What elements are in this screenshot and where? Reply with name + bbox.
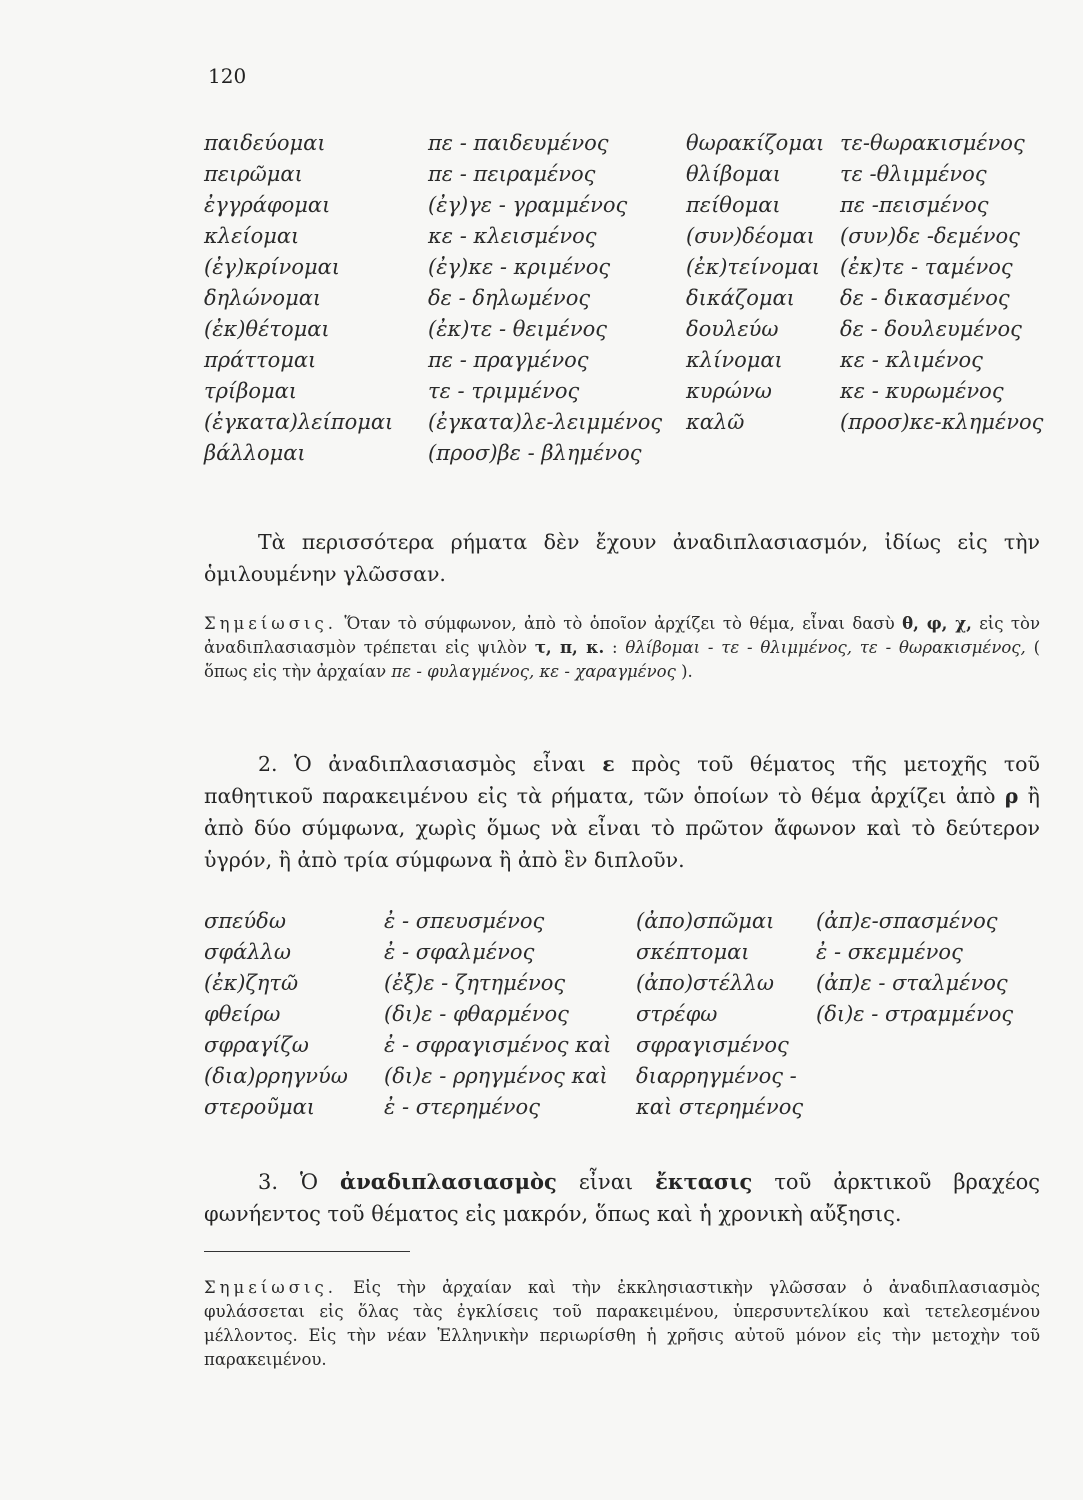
- verb-cell: κλίνομαι: [686, 348, 783, 372]
- participle-cell: (ἐξ)ε - ζητημένος: [384, 971, 566, 995]
- note-text: :: [612, 638, 618, 657]
- participle-cell: (ἐγ)γε - γραμμένος: [428, 193, 628, 217]
- participle-cell: κε - κυρωμένος: [840, 379, 1004, 403]
- verb-cell: δικάζομαι: [686, 286, 795, 310]
- table-row: [204, 407, 1054, 438]
- paragraph-text: τοῦ ἀρκτικοῦ βραχέος φωνήεντος τοῦ θέματος εἰς μακρόν, ὅπως καὶ ἡ χρονικὴ αὔξησις.: [204, 1170, 1040, 1226]
- participle-cell: ἐ - στερημένος: [384, 1095, 540, 1119]
- paragraph-rule-2: [204, 748, 1040, 876]
- verb-cell: σφραγίζω: [204, 1033, 309, 1057]
- participle-cell: δε - δουλευμένος: [840, 317, 1022, 341]
- note-label: Σημείωσις.: [204, 614, 337, 633]
- verb-cell: θωρακίζομαι: [686, 131, 825, 155]
- participle-cell: ἐ - σκεμμένος: [816, 940, 963, 964]
- table-row: [204, 1030, 1054, 1061]
- participle-cell: (ἐκ)τε - ταμένος: [840, 255, 1013, 279]
- verb-cell: (ἐκ)τείνομαι: [686, 255, 821, 279]
- verb-cell: καλῶ: [686, 410, 745, 434]
- participle-cell: ἐ - σπευσμένος: [384, 909, 545, 933]
- participle-cell: (προσ)βε - βλημένος: [428, 441, 642, 465]
- participle-cell: (ἐγ)κε - κριμένος: [428, 255, 611, 279]
- participle-cell: τε-θωρακισμένος: [840, 131, 1025, 155]
- note-ancient-usage: [204, 1276, 1040, 1372]
- verb-cell: στεροῦμαι: [204, 1095, 316, 1119]
- participle-cell: δε - δικασμένος: [840, 286, 1010, 310]
- verb-cell: βάλλομαι: [204, 441, 306, 465]
- participle-cell: κε - κλιμένος: [840, 348, 983, 372]
- table-row: [204, 128, 1054, 159]
- note-text: ).: [681, 662, 693, 681]
- participle-cell: δε - δηλωμένος: [428, 286, 591, 310]
- note-bold-letters: θ, φ, χ,: [902, 614, 972, 633]
- table-row: [204, 999, 1054, 1030]
- paragraph-text: εἶναι: [578, 1170, 634, 1194]
- bold-letter: ε: [602, 752, 615, 776]
- table-row: [204, 968, 1054, 999]
- participle-cell: πε - παιδευμένος: [428, 131, 609, 155]
- note-example: πε - φυλαγμένος, κε - χαραγμένος: [391, 662, 676, 681]
- participle-cell: (προσ)κε-κλημένος: [840, 410, 1044, 434]
- table-row: [204, 221, 1054, 252]
- verb-cell: (ἐγ)κρίνομαι: [204, 255, 341, 279]
- verb-cell: δηλώνομαι: [204, 286, 322, 310]
- participle-cell: τε -θλιμμένος: [840, 162, 987, 186]
- participle-cell: (δι)ε - ρρηγμένος καὶ: [384, 1064, 608, 1088]
- paragraph-text: 3. Ὁ: [258, 1170, 319, 1194]
- verb-cell: πείθομαι: [686, 193, 781, 217]
- bold-letter: ρ: [1004, 784, 1019, 808]
- note-bold-letters: τ, π, κ.: [534, 638, 605, 657]
- note-example: θλίβομαι - τε - θλιμμένος, τε - θωρακισμένος,: [625, 638, 1026, 657]
- verb-cell: σφάλλω: [204, 940, 291, 964]
- note-text: ( ὅπως εἰς τὴν ἀρχαίαν: [204, 638, 1041, 681]
- participle-cell: (ἐγκατα)λε-λειμμένος: [428, 410, 663, 434]
- verb-cell: (ἀπο)σπῶμαι: [636, 909, 775, 933]
- page-number: 120: [208, 64, 247, 88]
- verb-cell: πειρῶμαι: [204, 162, 303, 186]
- bold-term: ἀναδιπλασιασμὸς: [340, 1169, 557, 1194]
- table-row: [204, 376, 1054, 407]
- table-row: [204, 283, 1054, 314]
- participle-cell: κε - κλεισμένος: [428, 224, 597, 248]
- bold-term: ἔκτασις: [655, 1169, 753, 1194]
- verb-cell: (ἐγκατα)λείπομαι: [204, 410, 394, 434]
- verb-cell: (ἐκ)ζητῶ: [204, 971, 299, 995]
- note-label: Σημείωσις.: [204, 1278, 337, 1297]
- participle-cell: ἐ - σφαλμένος: [384, 940, 535, 964]
- verb-cell: (δια)ρρηγνύω: [204, 1064, 348, 1088]
- paragraph-rule-3: [204, 1166, 1040, 1230]
- table-row: [204, 252, 1054, 283]
- verb-cell: ἐγγράφομαι: [204, 193, 331, 217]
- conjugation-table-1: [204, 128, 1054, 469]
- table-row: [204, 906, 1054, 937]
- participle-cell: πε -πεισμένος: [840, 193, 989, 217]
- note-text: Ὅταν τὸ σύμφωνον, ἀπὸ τὸ ὁποῖον ἀρχίζει τὸ θέμα, εἶναι δασὺ: [344, 614, 895, 633]
- paragraph-text: ἢ ἀπὸ δύο σύμφωνα, χωρὶς ὅμως νὰ εἶναι τὸ πρῶτον ἄφωνον καὶ τὸ δεύτερον ὑγρόν, ἢ ἀπὸ τρία σύμφωνα ἢ ἀπὸ ἓν διπλοῦν.: [204, 784, 1040, 872]
- participle-cell: (ἀπ)ε-σπασμένος: [816, 909, 998, 933]
- verb-cell: στρέφω: [636, 1002, 718, 1026]
- note-text: εἰς τὸν ἀναδιπλασιασμὸν τρέπεται εἰς ψιλὸν: [204, 614, 1040, 657]
- table-row: [204, 314, 1054, 345]
- verb-cell: κλείομαι: [204, 224, 300, 248]
- participle-cell: τε - τριμμένος: [428, 379, 580, 403]
- participle-cell: (ἀπ)ε - σταλμένος: [816, 971, 1008, 995]
- verb-cell: (ἐκ)θέτομαι: [204, 317, 330, 341]
- verb-cell: τρίβομαι: [204, 379, 298, 403]
- participle-cell: καὶ στερημένος: [636, 1095, 804, 1119]
- verb-cell: σκέπτομαι: [636, 940, 750, 964]
- table-row: [204, 1092, 1054, 1123]
- verb-cell: φθείρω: [204, 1002, 281, 1026]
- participle-cell: διαρρηγμένος -: [636, 1064, 797, 1088]
- participle-cell: σφραγισμένος: [636, 1033, 789, 1057]
- table-row: [204, 1061, 1054, 1092]
- paragraph-text: 2. Ὁ ἀναδιπλασιασμὸς εἶναι: [258, 752, 586, 776]
- footnote-divider: [204, 1251, 410, 1252]
- participle-cell: ἐ - σφραγισμένος καὶ: [384, 1033, 612, 1057]
- note-text: Εἰς τὴν ἀρχαίαν καὶ τὴν ἐκκλησιαστικὴν γλῶσσαν ὁ ἀναδιπλασιασμὸς φυλάσσεται εἰς ὅλας τὰς ἐγκλίσεις τοῦ παρακειμένου, ὑπερσυντελίκου καὶ τετελεσμένου μέλλοντος. Εἰς τὴν νέαν Ἑλληνικὴν περιωρίσθη ἡ χρῆσις αὐτοῦ μόνον εἰς τὴν μετοχὴν τοῦ παρακειμένου.: [204, 1278, 1040, 1369]
- participle-cell: (συν)δε -δεμένος: [840, 224, 1020, 248]
- table-row: [204, 937, 1054, 968]
- table-row: [204, 190, 1054, 221]
- participle-cell: (δι)ε - φθαρμένος: [384, 1002, 569, 1026]
- participle-cell: πε - πραγμένος: [428, 348, 589, 372]
- conjugation-table-2: [204, 906, 1054, 1123]
- verb-cell: θλίβομαι: [686, 162, 782, 186]
- verb-cell: σπεύδω: [204, 909, 286, 933]
- verb-cell: πράττομαι: [204, 348, 317, 372]
- table-row: [204, 159, 1054, 190]
- participle-cell: πε - πειραμένος: [428, 162, 596, 186]
- paragraph-text: πρὸς τοῦ θέματος τῆς μετοχῆς τοῦ παθητικοῦ παρακειμένου εἰς τὰ ρήματα, τῶν ὁποίων τὸ θέμα ἀρχίζει ἀπὸ: [204, 752, 1040, 808]
- verb-cell: (ἀπο)στέλλω: [636, 971, 774, 995]
- table-row: [204, 438, 1054, 469]
- note-aspirates: [204, 612, 1040, 684]
- table-row: [204, 345, 1054, 376]
- verb-cell: δουλεύω: [686, 317, 779, 341]
- paragraph-reduplication-rarity: Τὰ περισσότερα ρήματα δὲν ἔχουν ἀναδιπλασιασμόν, ἰδίως εἰς τὴν ὁμιλουμένην γλῶσσαν.: [204, 530, 1040, 586]
- verb-cell: (συν)δέομαι: [686, 224, 815, 248]
- participle-cell: (δι)ε - στραμμένος: [816, 1002, 1014, 1026]
- verb-cell: κυρώνω: [686, 379, 772, 403]
- verb-cell: παιδεύομαι: [204, 131, 326, 155]
- participle-cell: (ἐκ)τε - θειμένος: [428, 317, 607, 341]
